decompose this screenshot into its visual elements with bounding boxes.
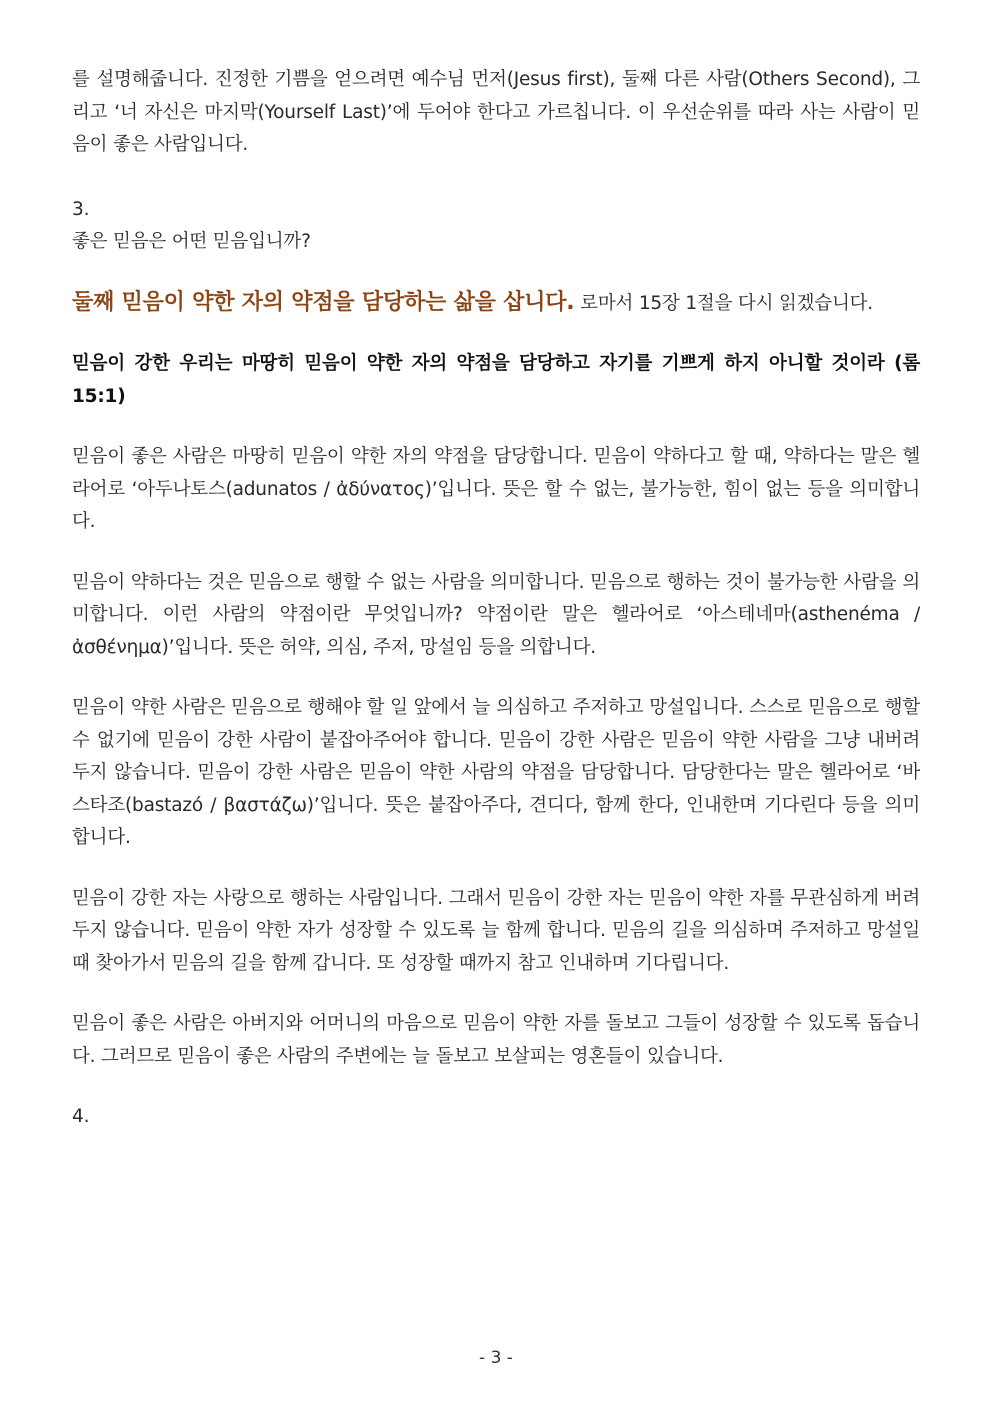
- paragraph-adunatos: 믿음이 좋은 사람은 마땅히 믿음이 약한 자의 약점을 담당합니다. 믿음이 약하다고 할 때, 약하다는 말은 헬라어로 ‘아두나토스(adunatos / ἀδύνατος)’입니다. 뜻은 할 수 없는, 불가능한, 힘이 없는 등을 의미합니다.: [72, 446, 920, 532]
- section-number-3: 3.: [72, 198, 90, 220]
- heading-rest-text: 로마서 15장 1절을 다시 읽겠습니다.: [574, 292, 873, 314]
- paragraph-asthenema: 믿음이 약하다는 것은 믿음으로 행할 수 없는 사람을 의미합니다. 믿음으로 행하는 것이 불가능한 사람을 의미합니다. 이런 사람의 약점이란 무엇입니까? 약점이란 말은 헬라어로 ‘아스테네마(asthenéma / ἀσθένημα)’입니다. 뜻은 허약, 의심, 주저, 망설임 등을 의합니다.: [72, 571, 920, 658]
- document-body: [72, 64, 920, 1134]
- section-question-3: 좋은 믿음은 어떤 믿음입니까?: [72, 231, 311, 252]
- section-number-4: 4.: [72, 1106, 90, 1127]
- scripture-quote: 믿음이 강한 우리는 마땅히 믿음이 약한 자의 약점을 담당하고 자기를 기쁘게 하지 아니할 것이라 (롬 15:1): [72, 353, 920, 407]
- paragraph-intro: 를 설명해줍니다. 진정한 기쁨을 얻으려면 예수님 먼저(Jesus first), 둘째 다른 사람(Others Second), 그리고 ‘너 자신은 마지막(Yourself Last)’에 두어야 한다고 가르칩니다. 이 우선순위를 따라 사는 사람이 믿음이 좋은 사람입니다.: [72, 69, 920, 155]
- paragraph-bastazo: 믿음이 약한 사람은 믿음으로 행해야 할 일 앞에서 늘 의심하고 주저하고 망설입니다. 스스로 믿음으로 행할 수 없기에 믿음이 강한 사람이 붙잡아주어야 합니다. 믿음이 강한 사람은 믿음이 약한 사람을 그냥 내버려 두지 않습니다. 믿음이 강한 사람은 믿음이 약한 사람의 약점을 담당합니다. 담당한다는 말은 헬라어로 ‘바스타조(bastazó / βαστάζω)’입니다. 뜻은 붙잡아주다, 견디다, 함께 한다, 인내한며 기다린다 등을 의미합니다.: [72, 697, 920, 848]
- paragraph-good-faith: 믿음이 좋은 사람은 아버지와 어머니의 마음으로 믿음이 약한 자를 돌보고 그들이 성장할 수 있도록 돕습니다. 그러므로 믿음이 좋은 사람의 주변에는 늘 돌보고 보살피는 영혼들이 있습니다.: [72, 1013, 920, 1067]
- heading-accent-text: 둘째 믿음이 약한 자의 약점을 담당하는 삶을 삽니다.: [72, 289, 575, 315]
- paragraph-strong-faith: 믿음이 강한 자는 사랑으로 행하는 사람입니다. 그래서 믿음이 강한 자는 믿음이 약한 자를 무관심하게 버려두지 않습니다. 믿음이 약한 자가 성장할 수 있도록 늘 함께 합니다. 믿음의 길을 의심하며 주저하고 망설일 때 찾아가서 믿음의 길을 함께 갑니다. 또 성장할 때까지 참고 인내하며 기다립니다.: [72, 887, 920, 974]
- section-heading-second: [72, 287, 920, 321]
- page-number: - 3 -: [479, 1348, 513, 1368]
